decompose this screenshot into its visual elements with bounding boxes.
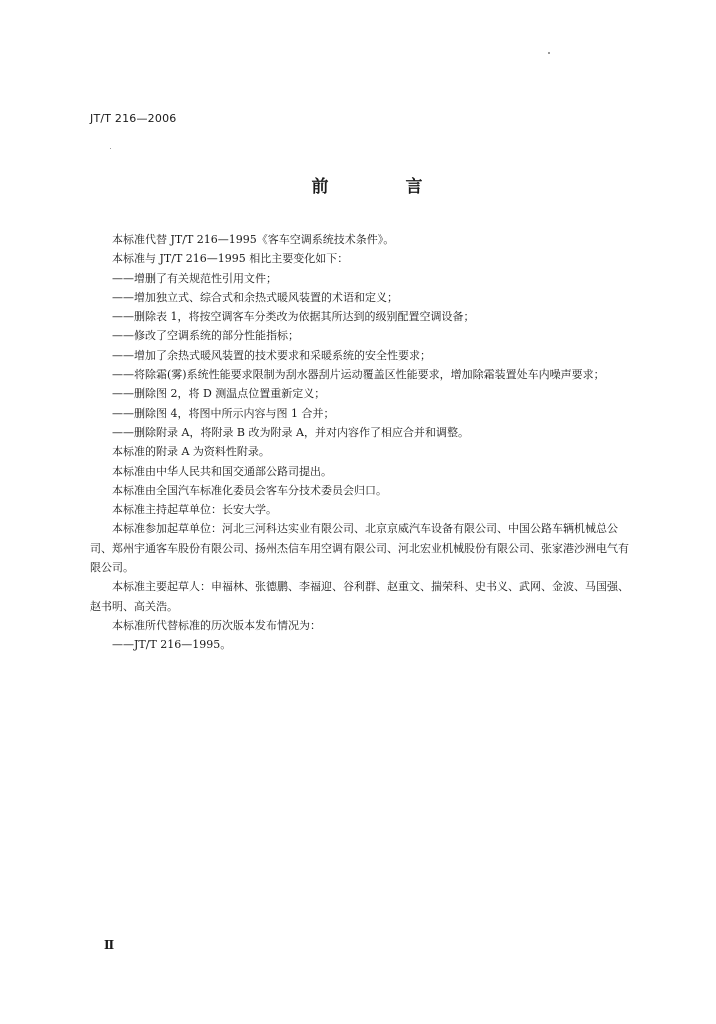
paragraph: 本标准由全国汽车标准化委员会客车分技术委员会归口。 [112, 483, 387, 497]
page-title: 前 言 [311, 177, 453, 197]
body-text [90, 230, 638, 655]
scan-speck [110, 148, 111, 149]
paragraph: ——删除表 1，将按空调客车分类改为依据其所达到的级别配置空调设备； [112, 310, 475, 324]
paragraph: ——增加了余热式暖风装置的技术要求和采暖系统的安全性要求； [112, 348, 431, 362]
paragraph: ——修改了空调系统的部分性能指标； [112, 329, 299, 343]
paragraph: ——删除附录 A，将附录 B 改为附录 A，并对内容作了相应合并和调整。 [112, 425, 469, 439]
paragraph: 本标准代替 JT/T 216—1995《客车空调系统技术条件》。 [112, 233, 395, 246]
paragraph: 本标准的附录 A 为资料性附录。 [112, 445, 270, 459]
paragraph: 本标准主要起草人：申福林、张德鹏、李福迎、谷利群、赵重文、揣荣科、史书义、武网、金波、马国强、赵书明、高关浩。 [90, 580, 629, 613]
paragraph: ——增删了有关规范性引用文件； [112, 271, 277, 285]
paragraph: 本标准所代替标准的历次版本发布情况为： [112, 618, 321, 632]
scan-speck [548, 52, 550, 54]
paragraph: ——删除图 4，将图中所示内容与图 1 合并； [112, 406, 335, 420]
paragraph: 本标准由中华人民共和国交通部公路司提出。 [112, 464, 332, 478]
paragraph: 本标准主持起草单位：长安大学。 [112, 503, 277, 517]
page-number: Ⅱ [104, 938, 115, 952]
paragraph: ——JT/T 216—1995。 [112, 638, 232, 652]
paragraph: 本标准参加起草单位：河北三河科达实业有限公司、北京京威汽车设备有限公司、中国公路车辆机械总公司、郑州宇通客车股份有限公司、扬州杰信车用空调有限公司、河北宏业机械股份有限公司、张家港沙洲电气有限公司。 [90, 522, 629, 575]
paragraph: ——增加独立式、综合式和余热式暖风装置的术语和定义； [112, 290, 398, 304]
paragraph: 本标准与 JT/T 216—1995 相比主要变化如下： [112, 252, 349, 266]
paragraph: ——将除霜(雾)系统性能要求限制为刮水器刮片运动覆盖区性能要求，增加除霜装置处车内噪声要求； [112, 368, 605, 382]
standard-number: JT/T 216—2006 [90, 112, 177, 125]
paragraph: ——删除图 2，将 D 测温点位置重新定义； [112, 387, 326, 401]
